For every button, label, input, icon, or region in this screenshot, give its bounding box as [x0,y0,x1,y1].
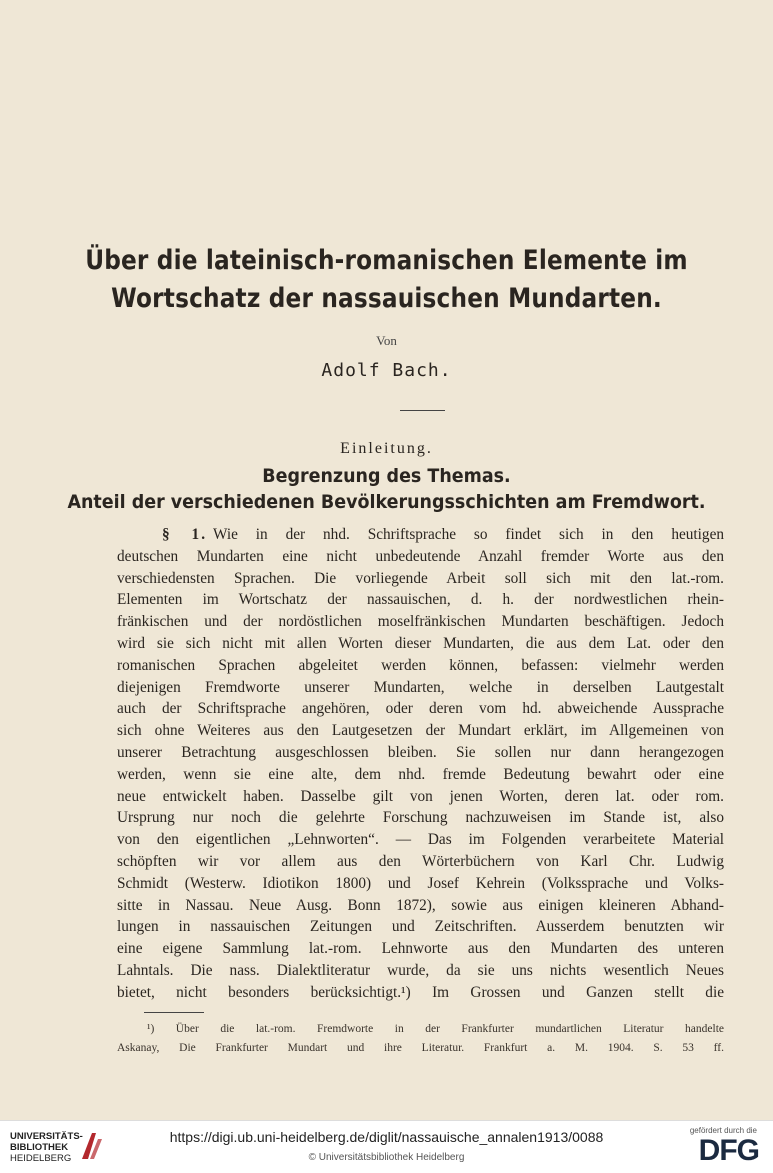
body-line: fränkischen und der nordöstlichen moselfränkischen Mundarten beschäftigen. Jedoch [117,613,724,631]
body-line: diejenigen Fremdworte unserer Mundarten, welche in derselben Lautgestalt [117,678,724,696]
library-logo[interactable]: UNIVERSITÄTS- BIBLIOTHEK HEIDELBERG [10,1131,83,1164]
body-line: deutschen Mundarten eine nicht unbedeutende Anzahl fremder Worte aus den [117,547,724,565]
section-heading-einleitung: Einleitung. [340,440,433,457]
footnote-divider [144,1012,204,1013]
body-line: Schmidt (Westerw. Idiotikon 1800) und Josef Kehrein (Volkssprache und Volks- [117,874,724,892]
article-title-line-1: Über die lateinisch-romanischen Elemente im [85,245,688,276]
body-line: verschiedensten Sprachen. Die vorliegende Arbeit soll sich mit den lat.-rom. [117,569,724,587]
dfg-logo[interactable]: DFG [698,1134,759,1167]
title-divider [400,410,445,411]
subheading-anteil: Anteil der verschiedenen Bevölkerungsschichten am Fremdwort. [67,491,706,513]
copyright-text: © Universitätsbibliothek Heidelberg [308,1152,465,1163]
footnote-line: ¹) Über die lat.-rom. Fremdworte in der Frankfurter mundartlichen Literatur handelte [147,1023,724,1035]
body-line: eine eigene Sammlung lat.-rom. Lehnworte aus den Mundarten des unteren [117,940,724,958]
viewer-footer [0,1120,773,1173]
body-line: schöpften wir vor allem aus den Wörterbüchern von Karl Chr. Ludwig [117,852,724,870]
page-url-link[interactable]: https://digi.ub.uni-heidelberg.de/diglit/nassauische_annalen1913/0088 [169,1129,604,1145]
body-line: von den eigentlichen „Lehnworten“. — Das im Folgenden verarbeitete Material [117,831,724,849]
section-mark: § 1. [162,526,208,543]
body-line: Elementen im Wortschatz der nassauischen, d. h. der nordwestlichen rhein- [117,591,724,609]
body-line: sitte in Nassau. Neue Ausg. Bonn 1872), sowie aus einigen kleineren Abhand- [117,896,724,914]
footnote [117,1020,724,1058]
body-line: § 1. Wie in der nhd. Schriftsprache so findet sich in den heutigen [162,526,725,543]
dfg-note: gefördert durch die [689,1126,757,1135]
article-title-line-2: Wortschatz der nassauischen Mundarten. [111,283,662,314]
body-line: romanischen Sprachen abgeleitet werden können, befassen: vielmehr werden [117,656,724,674]
footnote-line: Askanay, Die Frankfurter Mundart und ihre Literatur. Frankfurt a. M. 1904. S. 53 ff. [117,1042,724,1054]
body-line: bietet, nicht besonders berücksichtigt.¹) Im Grossen und Ganzen stellt die [117,983,724,1001]
body-line: unserer Betrachtung ausgeschlossen bleiben. Sie sollen nur dann herangezogen [117,743,724,761]
body-line: sich ohne Weiteres aus den Lautgesetzen der Mundart erklärt, im Allgemeinen von [117,722,724,740]
body-text [117,524,724,1004]
body-line: neue entwickelt haben. Dasselbe gilt von jenen Worten, deren lat. oder rom. [117,787,724,805]
subheading-begrenzung: Begrenzung des Themas. [262,465,511,487]
author-name: Adolf Bach. [321,360,452,381]
von-label: Von [376,333,397,348]
body-line: werden, wenn sie eine alte, dem nhd. fremde Bedeutung bewahrt oder eine [117,765,724,783]
body-line: auch der Schriftsprache angehören, oder deren vom hd. abweichende Aussprache [117,700,724,718]
body-line: lungen in nassauischen Zeitungen und Zeitschriften. Ausserdem benutzten wir [117,918,724,936]
body-line: wird sie sich nicht mit allen Worten dieser Mundarten, die aus dem Lat. oder den [117,634,724,652]
body-line: Lahntals. Die nass. Dialektliteratur wurde, da sie uns nichts wesentlich Neues [117,961,724,979]
body-line: Ursprung nur noch die gelehrte Forschung nachzuweisen im Stande ist, also [117,809,724,827]
